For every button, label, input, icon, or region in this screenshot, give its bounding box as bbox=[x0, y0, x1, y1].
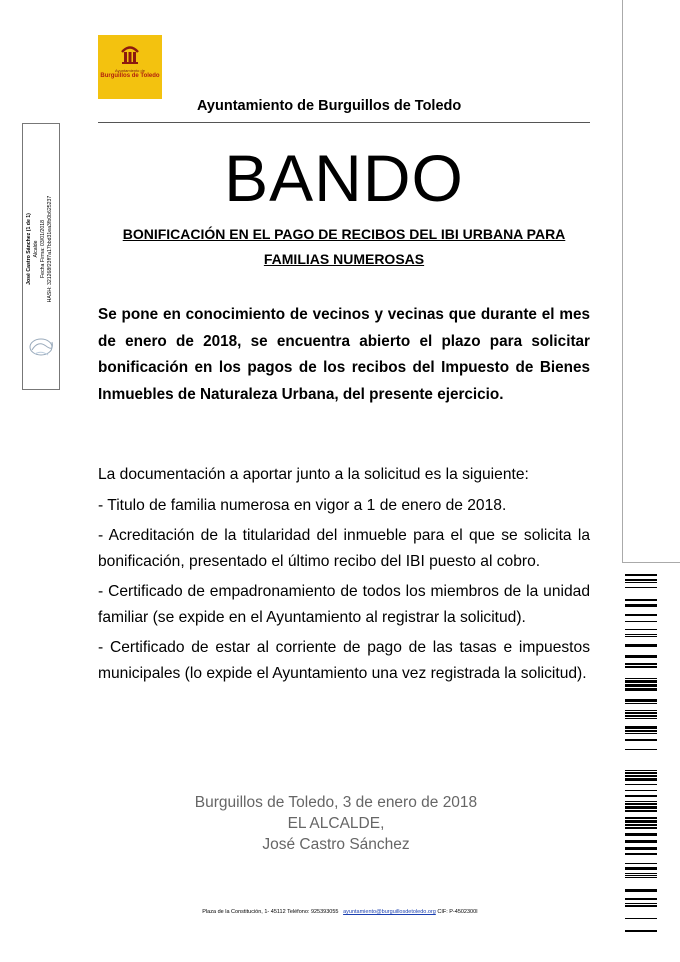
barcode-bar bbox=[625, 930, 657, 932]
barcode-bar bbox=[625, 655, 657, 658]
barcode-bar bbox=[625, 772, 657, 774]
barcode-bar bbox=[625, 840, 657, 843]
barcode-bar bbox=[625, 790, 657, 791]
municipality-logo bbox=[98, 35, 162, 99]
barcode-bar bbox=[625, 833, 657, 836]
requirement-item: - Acreditación de la titularidad del inmueble para el que se solicita la bonificación, presentado el último recibo del IBI puesto al cobro. bbox=[98, 527, 590, 570]
barcode-bar bbox=[625, 574, 657, 576]
barcode-bar bbox=[625, 699, 657, 702]
barcode-bar bbox=[625, 847, 657, 850]
organization-heading: Ayuntamiento de Burguillos de Toledo bbox=[197, 98, 462, 114]
barcode-bar bbox=[625, 770, 657, 771]
barcode-bar bbox=[625, 803, 657, 805]
barcode-bar bbox=[625, 853, 657, 855]
margin-frame-vertical bbox=[622, 0, 623, 562]
barcode-bar bbox=[625, 749, 657, 750]
document-subject: BONIFICACIÓN EN EL PAGO DE RECIBOS DEL IBI URBANA PARA FAMILIAS NUMEROSAS bbox=[122, 226, 566, 267]
document-body bbox=[98, 462, 590, 691]
footer-address: Plaza de la Constitución, 1- 45112 Teléfono: 925393055 bbox=[202, 909, 339, 915]
barcode-bar bbox=[625, 730, 657, 732]
barcode-bar bbox=[625, 715, 657, 717]
barcode-bar bbox=[625, 680, 657, 683]
barcode-bar bbox=[625, 820, 657, 823]
barcode-bar bbox=[625, 824, 657, 826]
barcode-bar bbox=[625, 688, 657, 691]
barcode-bar bbox=[625, 817, 657, 819]
footer bbox=[0, 909, 680, 915]
footer-email-link[interactable]: ayuntamiento@burguillosdetoledo.org bbox=[343, 909, 436, 915]
barcode-bar bbox=[625, 733, 657, 734]
margin-frame-horizontal bbox=[622, 562, 680, 563]
barcode-bar bbox=[625, 827, 657, 829]
barcode-bar bbox=[625, 629, 657, 630]
barcode-bar bbox=[625, 918, 657, 919]
logo-name: Burguillos de Toledo bbox=[100, 73, 160, 79]
barcode-bar bbox=[625, 739, 657, 741]
barcode-bar bbox=[625, 666, 657, 668]
stamp-signer: José Castro Sánchez (1 de 1) bbox=[26, 213, 32, 285]
barcode-bar bbox=[625, 621, 657, 622]
barcode bbox=[625, 574, 657, 932]
barcode-bar bbox=[625, 710, 657, 711]
barcode-bar bbox=[625, 726, 657, 729]
barcode-bar bbox=[625, 579, 657, 581]
barcode-bar bbox=[625, 636, 657, 637]
barcode-bar bbox=[625, 863, 657, 864]
coat-of-arms-icon bbox=[119, 43, 141, 65]
stamp-position: Alcalde bbox=[33, 240, 39, 258]
barcode-bar bbox=[625, 889, 657, 892]
signature-seal-icon bbox=[26, 332, 56, 362]
document-title: BANDO bbox=[224, 141, 464, 215]
barcode-bar bbox=[625, 905, 657, 907]
signer-name: José Castro Sánchez bbox=[262, 836, 410, 853]
barcode-bar bbox=[625, 599, 657, 601]
barcode-bar bbox=[625, 678, 657, 679]
barcode-bar bbox=[625, 903, 657, 904]
intro-paragraph: Se pone en conocimiento de vecinos y vecinas que durante el mes de enero de 2018, se encuentra abierto el plazo para solicitar bonificación en los pagos de los recibos del Impuesto de Bienes Inmuebles de Naturaleza Urbana, del presente ejercicio. bbox=[98, 306, 590, 403]
stamp-date: Fecha Firma: 03/01/2018 bbox=[40, 220, 46, 278]
barcode-bar bbox=[625, 718, 657, 719]
barcode-bar bbox=[625, 784, 657, 785]
barcode-bar bbox=[625, 582, 657, 583]
place-date: Burguillos de Toledo, 3 de enero de 2018 bbox=[194, 794, 478, 811]
barcode-bar bbox=[625, 875, 657, 876]
barcode-bar bbox=[625, 604, 657, 607]
barcode-bar bbox=[625, 775, 657, 777]
barcode-bar bbox=[625, 877, 657, 878]
barcode-bar bbox=[625, 806, 657, 809]
barcode-bar bbox=[625, 644, 657, 647]
barcode-bar bbox=[625, 810, 657, 812]
barcode-bar bbox=[625, 801, 657, 802]
logo-top-text: Ayuntamiento de bbox=[115, 68, 145, 73]
barcode-bar bbox=[625, 634, 657, 635]
requirement-item: - Certificado de empadronamiento de todos los miembros de la unidad familiar (se expide en el Ayuntamiento al registrar la solicitud). bbox=[98, 583, 590, 626]
footer-cif: CIF: P-4502300I bbox=[437, 909, 478, 915]
barcode-bar bbox=[625, 778, 657, 781]
signature-block bbox=[98, 792, 590, 855]
stamp-hash: HASH: 321268f23ff7a17bbd31ea3fb0b625237 bbox=[47, 195, 53, 303]
barcode-bar bbox=[625, 873, 657, 874]
barcode-bar bbox=[625, 703, 657, 704]
barcode-bar bbox=[625, 587, 657, 588]
barcode-bar bbox=[625, 663, 657, 665]
barcode-bar bbox=[625, 795, 657, 797]
barcode-bar bbox=[625, 684, 657, 687]
requirement-item: - Titulo de familia numerosa en vigor a 1 de enero de 2018. bbox=[98, 496, 507, 514]
barcode-bar bbox=[625, 712, 657, 714]
body-paragraph: La documentación a aportar junto a la solicitud es la siguiente: bbox=[98, 466, 529, 483]
barcode-bar bbox=[625, 898, 657, 900]
barcode-bar bbox=[625, 867, 657, 870]
signer-role: EL ALCALDE, bbox=[287, 815, 385, 832]
header-divider bbox=[98, 122, 590, 123]
requirement-item: - Certificado de estar al corriente de pago de las tasas e impuestos municipales (lo expide el Ayuntamiento una vez registrada la solicitud). bbox=[98, 639, 590, 682]
barcode-bar bbox=[625, 614, 657, 616]
